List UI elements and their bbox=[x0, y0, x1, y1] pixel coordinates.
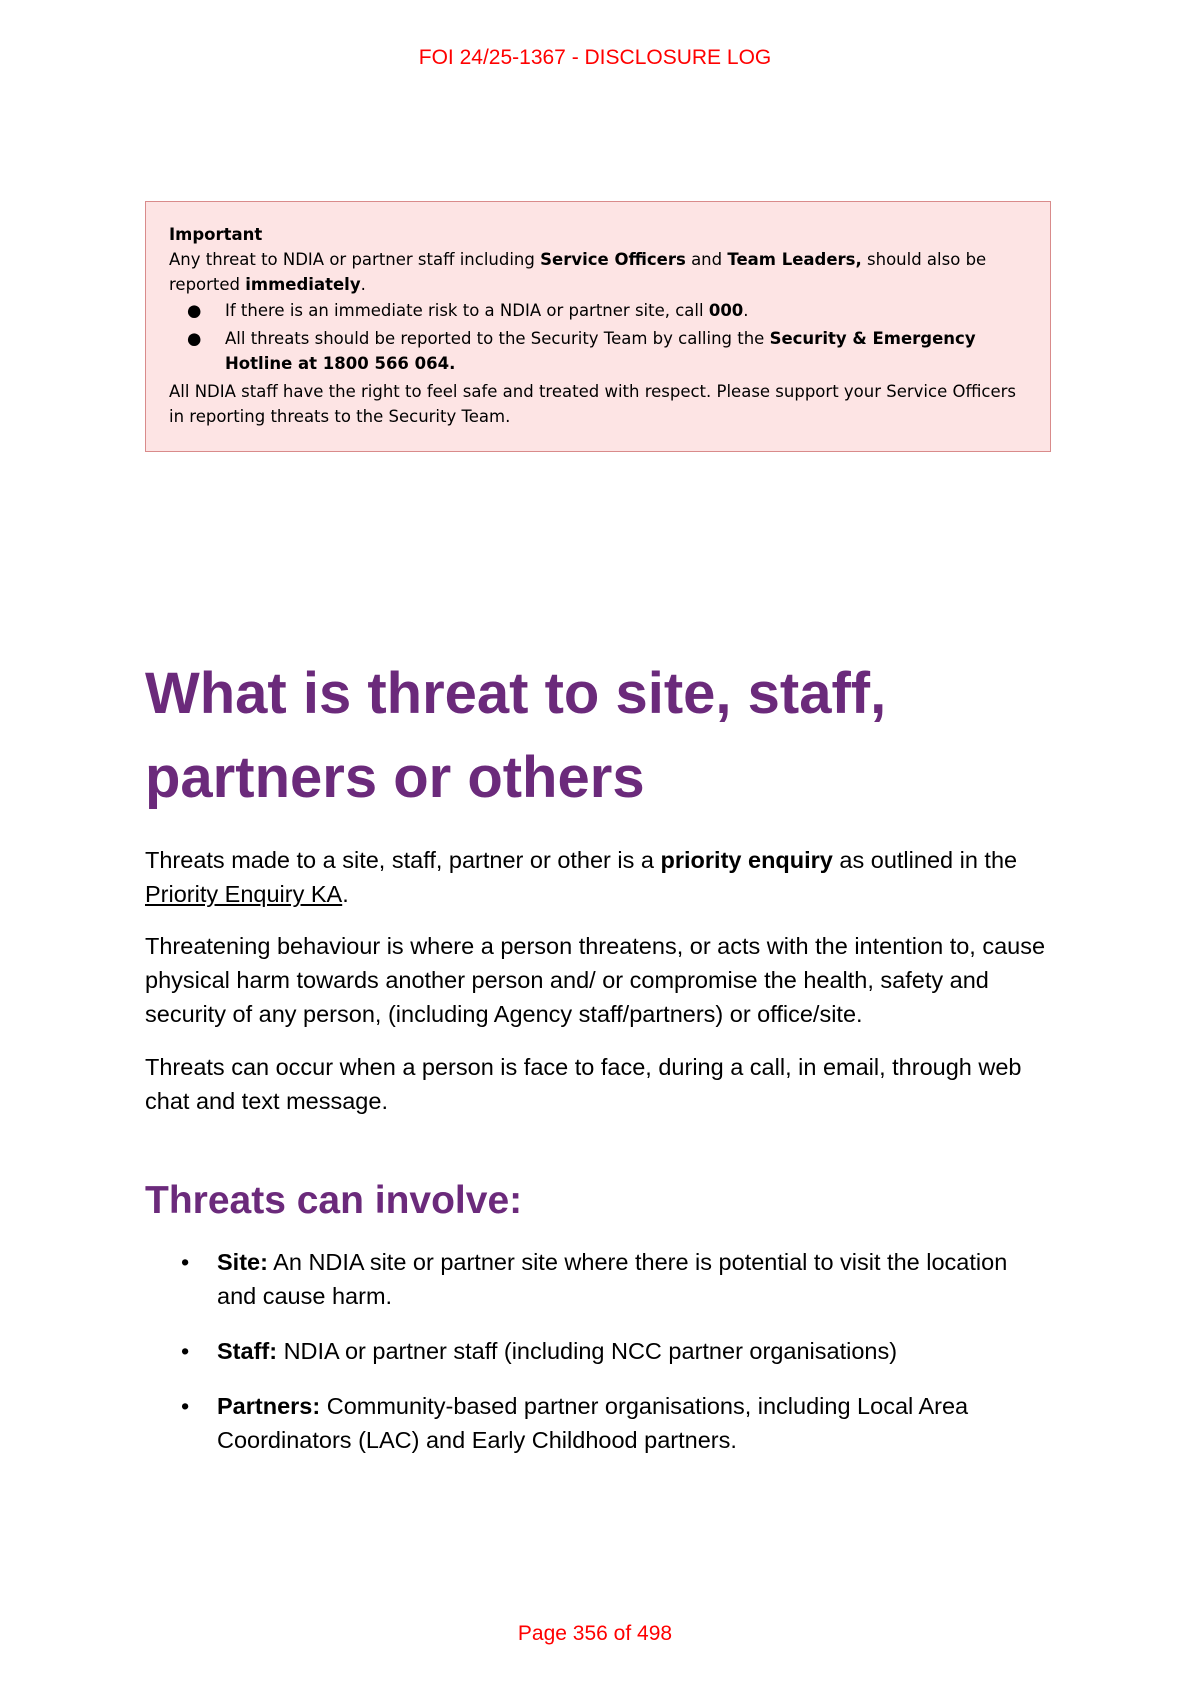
threats-involve-list bbox=[145, 1245, 1050, 1478]
important-title: Important bbox=[169, 225, 263, 244]
security-hotline: Security & Emergency Hotline at 1800 566 064. bbox=[225, 329, 976, 373]
list-item-site bbox=[145, 1245, 1050, 1313]
priority-enquiry-link[interactable]: Priority Enquiry KA bbox=[145, 881, 343, 907]
paragraph-text: as outlined in the bbox=[832, 847, 1018, 873]
bullet-icon: • bbox=[181, 1338, 190, 1364]
intro-text: should also be reported bbox=[169, 250, 987, 294]
list-item-staff bbox=[145, 1334, 1050, 1368]
paragraph-text: Threats made to a site, staff, partner or other is a bbox=[145, 847, 661, 873]
intro-bold-service-officers: Service Officers bbox=[540, 250, 686, 269]
intro-bold-immediately: immediately bbox=[245, 275, 361, 294]
list-item-text: Community-based partner organisations, including Local Area Coordinators (LAC) and Early Childhood partners. bbox=[217, 1393, 969, 1453]
important-callout bbox=[145, 201, 1051, 452]
list-item-text: An NDIA site or partner site where there is potential to visit the location and cause harm. bbox=[217, 1249, 1008, 1309]
page-number-footer: Page 356 of 498 bbox=[517, 1622, 673, 1645]
list-item-label: Site: bbox=[217, 1249, 268, 1275]
paragraph-threatening-behaviour: Threatening behaviour is where a person threatens, or acts with the intention to, cause physical harm towards another person and/ or compromise the health, safety and security of any person, (including Agency staff/partners) or office/site. bbox=[145, 933, 1046, 1027]
bullet-text: All threats should be reported to the Security Team by calling the bbox=[225, 329, 770, 348]
important-bullet-item bbox=[169, 298, 1028, 323]
intro-text: Any threat to NDIA or partner staff including bbox=[169, 250, 541, 269]
important-bullet-list bbox=[169, 298, 1028, 376]
intro-bold-team-leaders: Team Leaders, bbox=[727, 250, 862, 269]
important-bullet-item bbox=[169, 326, 1028, 376]
important-intro bbox=[169, 247, 1028, 297]
emergency-number: 000 bbox=[708, 301, 744, 320]
priority-enquiry-bold: priority enquiry bbox=[660, 847, 833, 873]
bullet-text: If there is an immediate risk to a NDIA or partner site, call bbox=[225, 301, 709, 320]
paragraph-text: . bbox=[342, 881, 349, 907]
bullet-icon: • bbox=[181, 1393, 190, 1419]
list-item-label: Partners: bbox=[217, 1393, 321, 1419]
section-title-threats-involve: Threats can involve: bbox=[145, 1179, 523, 1222]
bullet-text: . bbox=[743, 301, 749, 320]
page-title: What is threat to site, staff, partners or others bbox=[145, 661, 887, 810]
list-item-text: NDIA or partner staff (including NCC partner organisations) bbox=[277, 1338, 898, 1364]
list-item-label: Staff: bbox=[217, 1338, 278, 1364]
paragraph-threat-channels: Threats can occur when a person is face to face, during a call, in email, through web chat and text message. bbox=[145, 1054, 1022, 1114]
list-item-partners bbox=[145, 1389, 1050, 1457]
paragraph-priority-enquiry bbox=[145, 843, 1050, 911]
intro-text: . bbox=[360, 275, 366, 294]
bullet-icon: • bbox=[181, 1249, 190, 1275]
bullet-icon: ● bbox=[187, 329, 202, 348]
important-closing: All NDIA staff have the right to feel safe and treated with respect. Please support your Service Officers in reporting threats to the Security Team. bbox=[169, 382, 1017, 426]
disclosure-log-header: FOI 24/25-1367 - DISCLOSURE LOG bbox=[418, 46, 772, 69]
bullet-icon: ● bbox=[187, 301, 202, 320]
intro-text: and bbox=[685, 250, 728, 269]
